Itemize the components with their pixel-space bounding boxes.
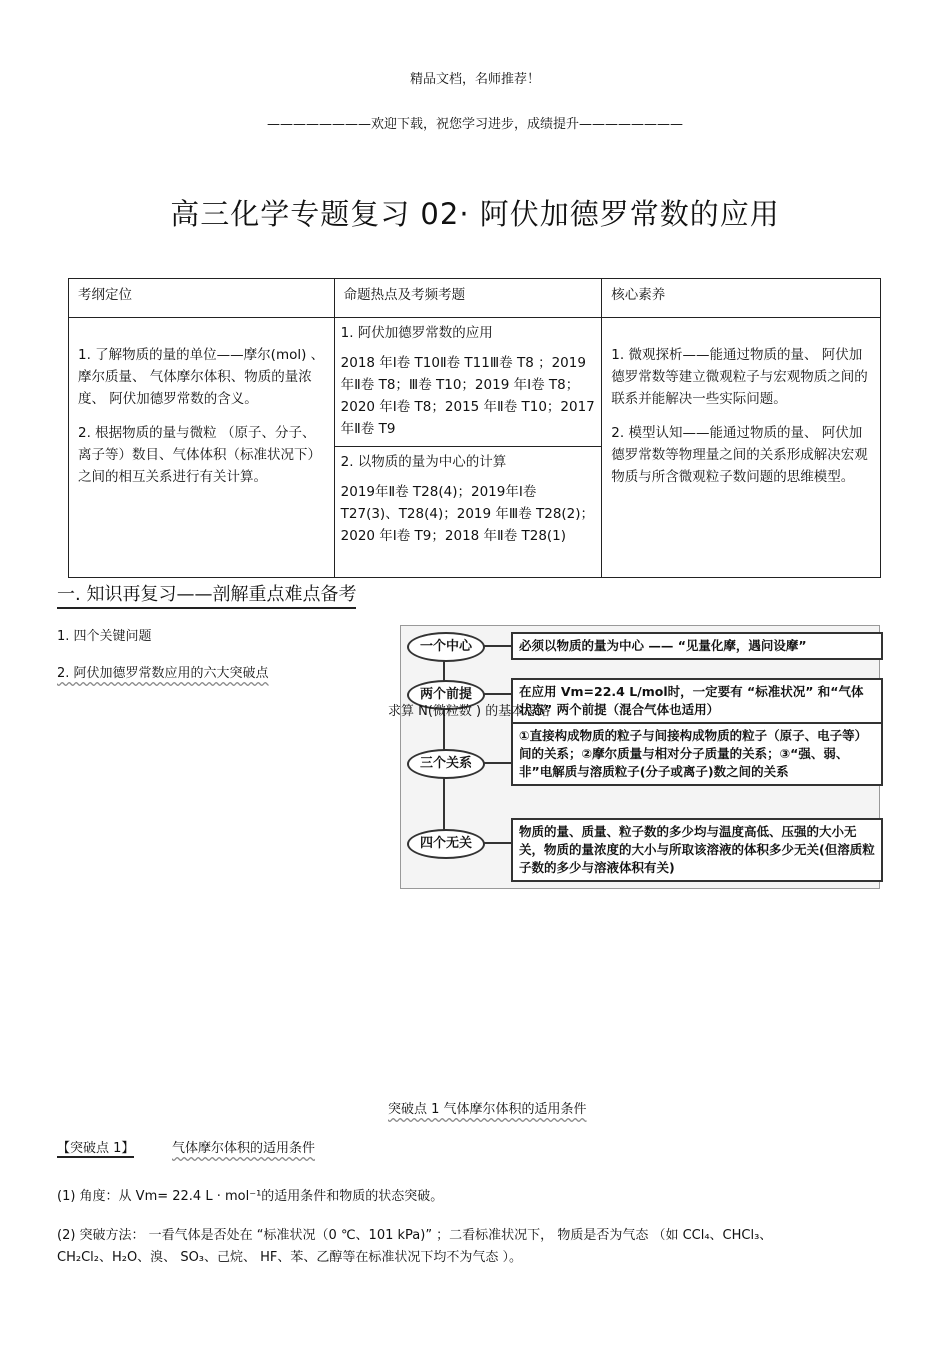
hotspot-cell: [334, 318, 602, 578]
header-line1: 精品文档，名师推荐！: [409, 72, 540, 87]
node-label-3: 三个关系: [407, 749, 485, 779]
node-link-2: [483, 693, 511, 695]
node-box-1: 必须以物质的量为中心 —— “见量化摩，遇问设摩”: [511, 632, 883, 660]
node-box-2: 在应用 Vm=22.4 L/mol时，一定要有 “标准状况” 和“气体状态” 两个前提（混合气体也适用）: [511, 678, 883, 724]
doc-title: 高三化学专题复习 02· 阿伏加德罗常数的应用: [170, 197, 780, 231]
mind-map: [400, 625, 880, 889]
literacy-point-2: 2. 模型认知——能通过物质的量、 阿伏加德罗常数等物理量之间的关系形成解决宏观物质与所含微观粒子数问题的思维模型。: [611, 425, 868, 485]
node-box-3: ①直接构成物质的粒子与间接构成物质的粒子（原子、电子等）间的关系；②摩尔质量与相对分子质量的关系；③“强、弱、非”电解质与溶质粒子(分子或离子)数之间的关系: [511, 722, 883, 786]
table-header-2: 命题热点及考频考题: [334, 279, 602, 318]
breakthrough-title: 气体摩尔体积的适用条件: [172, 1141, 316, 1156]
breakthrough-angle: (1) 角度：从 Vm= 22.4 L · mol⁻¹的适用条件和物质的状态突破。: [57, 1189, 444, 1204]
hotspot-body-1: 2018 年Ⅰ卷 T10Ⅱ卷 T11Ⅲ卷 T8 ；2019 年Ⅱ卷 T8；Ⅲ卷 T10；2019 年Ⅰ卷 T8；2020 年Ⅰ卷 T8；2015 年Ⅱ卷 T10；2017 年Ⅱ卷 T9: [340, 355, 595, 437]
syllabus-point-1: 1. 了解物质的量的单位——摩尔(mol) 、摩尔质量、 气体摩尔体积、物质的量浓度、 阿伏加德罗常数的含义。: [78, 347, 325, 407]
literacy-point-1: 1. 微观探析——能通过物质的量、 阿伏加德罗常数等建立微观粒子与宏观物质之间的联系并能解决一些实际问题。: [611, 347, 868, 407]
hotspot-body-2: 2019年Ⅱ卷 T28(4)；2019年Ⅰ卷 T27(3)、T28(4)；2019 年Ⅲ卷 T28(2)；2020 年Ⅰ卷 T9；2018 年Ⅱ卷 T28(1): [340, 484, 595, 544]
syllabus-cell: [69, 318, 335, 578]
breakthrough-points-item: 2. 阿伏加德罗常数应用的六大突破点: [57, 666, 269, 681]
node-link-4: [483, 842, 511, 844]
table-header-3: 核心素养: [602, 279, 881, 318]
syllabus-table: [68, 278, 881, 578]
breakthrough-method-line2: CH₂Cl₂、H₂O、溴、 SO₃、己烷、 HF、苯、乙醇等在标准状况下均不为气态 ）。: [57, 1250, 523, 1265]
node-label-1: 一个中心: [407, 632, 485, 662]
node-label-4: 四个无关: [407, 829, 485, 859]
section-heading: 一. 知识再复习——剖解重点难点备考: [57, 580, 356, 609]
breakthrough-tag: 【突破点 1】: [57, 1137, 134, 1158]
node-label-2: 两个前提: [407, 680, 485, 710]
syllabus-point-2: 2. 根据物质的量与微粒 （原子、分子、离子等）数目、气体体积（标准状况下）之间的相互关系进行有关计算。: [78, 425, 321, 485]
key-issues-item: 1. 四个关键问题: [57, 629, 152, 644]
node-link-3: [483, 762, 511, 764]
header-line2: ————————欢迎下载，祝您学习进步，成绩提升————————: [266, 117, 683, 132]
table-header-1: 考纲定位: [69, 279, 335, 318]
hotspot-heading-1: 1. 阿伏加德罗常数的应用: [340, 325, 493, 341]
overlay-text: 求算 N(微粒数 ) 的基本思路: [388, 704, 551, 719]
literacy-cell: [602, 318, 881, 578]
hotspot-heading-2: 2. 以物质的量为中心的计算: [340, 454, 507, 470]
node-link-1: [483, 645, 511, 647]
node-box-4: 物质的量、质量、粒子数的多少均与温度高低、压强的大小无关，物质的量浓度的大小与所取该溶液的体积多少无关(但溶质粒子数的多少与溶液体积有关): [511, 818, 883, 882]
breakthrough-method-line1: (2) 突破方法： 一看气体是否处在 “标准状况（0 ℃、101 kPa)” ；二看标准状况下， 物质是否为气态 （如 CCl₄、CHCl₃、: [57, 1228, 773, 1243]
breakthrough-center-label: 突破点 1 气体摩尔体积的适用条件: [388, 1102, 587, 1117]
hotspot-block-1: [335, 318, 602, 446]
hotspot-block-2: [335, 446, 602, 553]
